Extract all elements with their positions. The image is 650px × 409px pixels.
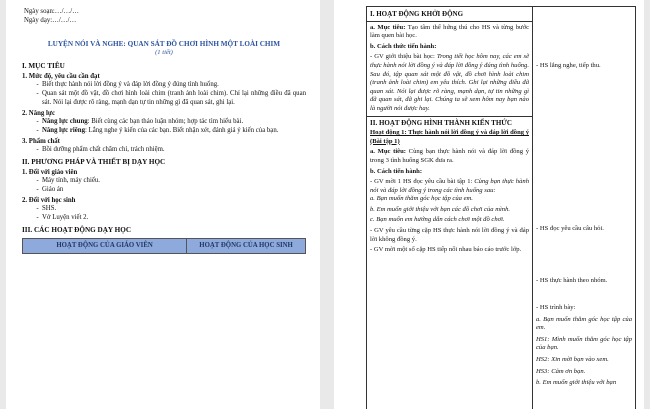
student-hs2: HS2: Xin mời bạn vào xem. [536, 355, 609, 363]
student-answer-a: a. Bạn muốn thăm góc học tập của em. [536, 315, 632, 332]
competence-list [22, 117, 306, 135]
qualities-list [22, 145, 306, 154]
situation-c: c. Bạn muốn em hướng dẫn cách chơi một đồ chơi. [370, 216, 505, 224]
list-item-text: : Lắng nghe ý kiến của các bạn. Biết nhận xét, đánh giá ý kiến của bạn. [84, 127, 279, 134]
student-practice: - HS thực hành theo nhóm. [536, 277, 608, 284]
warmup-method: b. Cách thức tiến hành: [370, 42, 437, 50]
list-item: - Biết thực hành nói lời đồng ý và đáp lời đồng ý đúng tình huống. [42, 80, 306, 89]
activities-table [366, 6, 636, 409]
lesson-plan-page-1 [6, 0, 320, 409]
lesson-plan-page-2 [334, 0, 644, 409]
lesson-title: LUYỆN NÓI VÀ NGHE: QUAN SÁT ĐỒ CHƠI HÌNH MỘT LOÀI CHIM [47, 40, 281, 48]
activity-1-title: Hoạt động 1: Thực hành nói lời đồng ý và đáp lời đồng ý (Bài tập 1) [370, 129, 529, 145]
list-item: - Vở Luyện viết 2. [42, 213, 306, 222]
subsection-qualities: 3. Phẩm chất [22, 138, 60, 145]
text: - GV giới thiệu bài học: [370, 53, 437, 61]
student-hs1: HS1: Mình muốn thăm góc học tập của bạn. [536, 335, 632, 352]
student-listen: - HS lắng nghe, tiếp thu. [536, 62, 601, 69]
activity-1-step-2: - GV yêu cầu từng cặp HS thực hành nói lời đồng ý và đáp lời không đồng ý. [370, 227, 529, 243]
divider [367, 116, 532, 117]
teacher-activity-column [367, 7, 533, 409]
divider [367, 21, 532, 22]
list-item: - Bồi dưỡng phẩm chất chăm chỉ, trách nhiệm. [42, 145, 306, 154]
subsection-requirements: 1. Mức độ, yêu cầu cần đạt [22, 73, 100, 80]
quote: Trong tiết học hôm nay, các em sẽ thực hành nói lời đồng ý và đáp lời đồng ý đúng tình huống. Sau đó, tập quan sát một đồ vật, đồ chơi hình loài chim (tranh ảnh loài chim) em yêu thích. Ghi lại những điều đã quan sát. Nói lại được rõ ràng, mạnh dạn, tự tin những gì đã quan sát, đã ghi lại. Chúng ta sẽ xem hôm nay bạn nào là người nói được hay. [370, 53, 529, 112]
list-item-label: Năng lực riêng [42, 127, 85, 134]
list-item [42, 126, 306, 135]
activity-1-step-3: - GV mời một số cặp HS tiếp nối nhau báo cáo trước lớp. [370, 246, 522, 254]
list-item: - Máy tính, máy chiếu. [42, 176, 306, 185]
student-answer-b: b. Em muốn giới thiệu với bạn [536, 379, 617, 387]
label: a. Mục tiêu: [370, 148, 406, 156]
student-read: - HS đọc yêu cầu câu hỏi. [536, 225, 604, 232]
activity-1-objective [370, 148, 529, 165]
teacher-activity-header: HOẠT ĐỘNG CỦA GIÁO VIÊN [23, 239, 187, 254]
list-item-text: : Biết cùng các bạn thảo luận nhóm; hợp tác tìm hiểu bài. [87, 118, 244, 125]
list-item-label: Năng lực chung [42, 118, 88, 125]
situation-b: b. Em muốn giới thiệu với bạn các đồ chơi của mình. [370, 205, 511, 213]
student-hs3: HS3: Cảm ơn bạn. [536, 367, 586, 375]
quote: Cùng bạn thực hành nói và đáp lời đồng ý trong các tình huống sau: [370, 178, 529, 194]
list-item: - Giáo án [42, 185, 306, 194]
section-activities: III. CÁC HOẠT ĐỘNG DẠY HỌC [22, 226, 132, 234]
subsection-student: 2. Đối với học sinh [22, 197, 76, 204]
text: Tạo tâm thế hứng thú cho HS và từng bước làm quen bài học. [370, 23, 529, 40]
date-prepared: Ngày soạn:…/…/… [24, 8, 79, 15]
text: Cùng bạn thực hành nói và đáp lời đồng ý trong 3 tình huống SGK đưa ra. [370, 148, 529, 164]
warmup-objective [370, 24, 529, 41]
student-materials-list [22, 204, 306, 222]
situation-a: a. Bạn muốn thăm góc học tập của em. [370, 195, 473, 203]
activities-table-header [22, 238, 306, 254]
activity-1-method: b. Cách tiến hành: [370, 167, 423, 175]
activity-1-step-1 [370, 178, 529, 195]
student-activity-column [533, 7, 635, 409]
list-item: - SHS. [42, 204, 306, 213]
text: - GV mời 1 HS đọc yêu cầu bài tập 1: [370, 178, 475, 186]
student-presentation [536, 304, 632, 388]
requirements-list [22, 80, 306, 107]
warmup-intro [370, 53, 529, 113]
list-item: - Quan sát một đồ vật, đồ chơi hình loài chim (tranh ảnh loài chim). Chỉ lại những điều đã quan sát. Nói lại được rõ ràng, mạnh dạn tự tin những gì đã quan sát, ghi lại. [42, 89, 306, 107]
heading-knowledge: II. HOẠT ĐỘNG HÌNH THÀNH KIẾN THỨC [370, 118, 512, 127]
date-taught: Ngày dạy:…/…/… [24, 17, 77, 24]
teacher-materials-list [22, 176, 306, 194]
heading-warmup: I. HOẠT ĐỘNG KHỞI ĐỘNG [370, 10, 464, 18]
student-present-label: - HS trình bày: [536, 304, 576, 311]
subsection-teacher: 1. Đối với giáo viên [22, 169, 78, 176]
section-methods: II. PHƯƠNG PHÁP VÀ THIẾT BỊ DẠY HỌC [22, 158, 166, 166]
lesson-duration: (1 tiết) [155, 49, 173, 56]
section-objectives: I. MỤC TIÊU [22, 62, 65, 70]
student-activity-header: HOẠT ĐỘNG CỦA HỌC SINH [187, 239, 306, 254]
subsection-competence: 2. Năng lực [22, 110, 55, 117]
label: a. Mục tiêu: [370, 23, 406, 31]
list-item [42, 117, 306, 126]
